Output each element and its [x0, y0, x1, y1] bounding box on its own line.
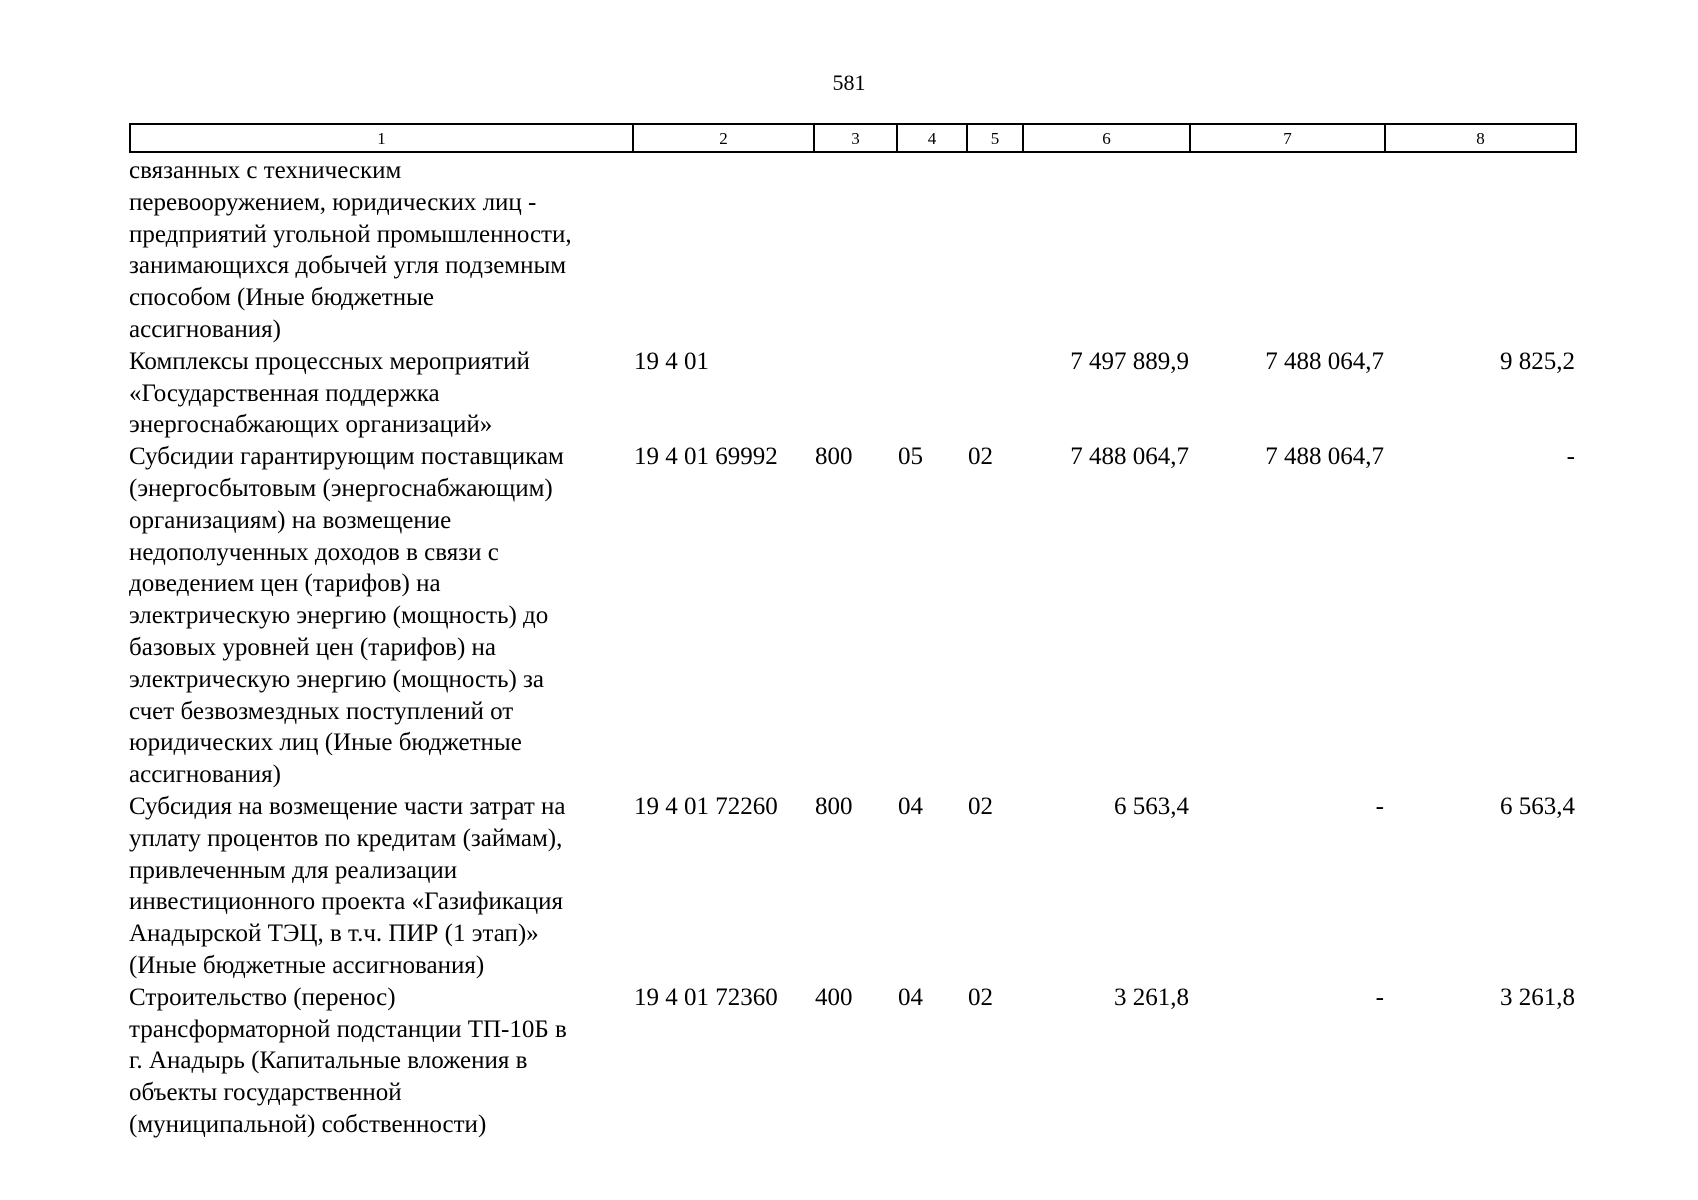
item-name-line: инвестиционного проекта «Газификация [129, 888, 563, 916]
item-name-line: Анадырской ТЭЦ, в т.ч. ПИР (1 этап)» [129, 920, 539, 948]
item-name-line: «Государственная поддержка [129, 379, 440, 407]
item-name-line: базовых уровней цен (тарифов) на [129, 633, 496, 661]
amount-col7-cell: 7 488 064,7 [1265, 443, 1384, 471]
header-cell: 2 [633, 124, 814, 152]
amount-col7-cell: - [1375, 983, 1384, 1011]
section-cell: 04 [898, 792, 923, 820]
expense-type-cell [813, 346, 896, 441]
item-name-line: юридических лиц (Иные бюджетные [129, 729, 522, 757]
section-cell: 05 [898, 443, 923, 471]
table-rows [129, 155, 1575, 1141]
program-code-cell: 19 4 01 72360 [634, 983, 778, 1011]
item-name-cell [129, 155, 632, 346]
item-name-line: доведением цен (тарифов) на [129, 570, 441, 598]
column-number-header [129, 123, 1577, 153]
section-cell: 04 [898, 983, 923, 1011]
amount-col8-cell: 6 563,4 [1500, 792, 1575, 820]
item-name-line: счет безвозмездных поступлений от [129, 697, 514, 725]
subsection-cell: 02 [968, 983, 993, 1011]
expense-type-cell: 800 [815, 443, 853, 471]
item-name-line: перевооружением, юридических лиц - [129, 188, 537, 216]
item-name-line: электрическую энергию (мощность) за [129, 665, 545, 693]
expense-type-cell: 400 [815, 983, 853, 1011]
item-name-line: недополученных доходов в связи с [129, 538, 499, 566]
section-cell [896, 155, 966, 346]
item-name-line: Субсидии гарантирующим поставщикам [129, 443, 564, 471]
amount-col8-cell: 9 825,2 [1500, 347, 1575, 375]
header-cell: 1 [130, 124, 633, 152]
program-code-cell: 19 4 01 [634, 347, 709, 375]
item-name-line: организациям) на возмещение [129, 506, 452, 534]
header-cell: 6 [1023, 124, 1190, 152]
amount-col7-cell: - [1375, 792, 1384, 820]
item-name-line: (муниципальной) собственности) [129, 1110, 487, 1138]
item-name-line: связанных с техническим [129, 157, 402, 184]
item-name-cell [129, 346, 632, 441]
item-name-line: Субсидия на возмещение части затрат на [129, 792, 566, 820]
item-name-cell [129, 982, 632, 1141]
program-code-cell: 19 4 01 72260 [634, 792, 778, 820]
item-name-line: ассигнования) [129, 315, 281, 343]
item-name-line: трансформаторной подстанции ТП-10Б в [129, 1015, 567, 1043]
subsection-cell: 02 [968, 792, 993, 820]
item-name-line: электрическую энергию (мощность) до [129, 602, 549, 630]
table-row [129, 791, 1575, 982]
amount-col8-cell: - [1566, 443, 1575, 471]
item-name-line: ассигнования) [129, 761, 281, 789]
item-name-line: (Иные бюджетные ассигнования) [129, 951, 485, 979]
header-cell: 7 [1190, 124, 1385, 152]
subsection-cell [966, 155, 1022, 346]
table-row [129, 346, 1575, 441]
item-name-line: предприятий угольной промышленности, [129, 220, 572, 248]
item-name-line: Строительство (перенос) [129, 983, 396, 1011]
header-cell: 4 [897, 124, 967, 152]
item-name-line: г. Анадырь (Капитальные вложения в [129, 1047, 528, 1075]
item-name-line: способом (Иные бюджетные [129, 284, 434, 312]
program-code-cell [632, 155, 813, 346]
item-name-line: привлеченным для реализации [129, 856, 458, 884]
amount-col7-cell: 7 488 064,7 [1265, 347, 1384, 375]
item-name-line: Комплексы процессных мероприятий [129, 347, 530, 375]
item-name-cell [129, 791, 632, 982]
budget-table-body [129, 155, 1575, 1141]
total-amount-cell: 6 563,4 [1114, 792, 1189, 820]
header-cell: 5 [967, 124, 1023, 152]
header-cell: 8 [1385, 124, 1576, 152]
header-cell: 3 [814, 124, 897, 152]
expense-type-cell: 800 [815, 792, 853, 820]
total-amount-cell: 3 261,8 [1114, 983, 1189, 1011]
amount-col8-cell: 3 261,8 [1500, 983, 1575, 1011]
header-row [130, 124, 1576, 152]
program-code-cell: 19 4 01 69992 [634, 443, 778, 471]
amount-col8-cell [1384, 155, 1575, 346]
total-amount-cell: 7 488 064,7 [1070, 443, 1189, 471]
item-name-line: энергоснабжающих организаций» [129, 411, 493, 439]
subsection-cell [966, 346, 1022, 441]
item-name-cell [129, 441, 632, 791]
section-cell [896, 346, 966, 441]
page-number: 581 [832, 70, 866, 95]
table-row [129, 982, 1575, 1141]
total-amount-cell: 7 497 889,9 [1070, 347, 1189, 375]
item-name-line: объекты государственной [129, 1079, 402, 1107]
total-amount-cell [1022, 155, 1189, 346]
item-name-line: (энергосбытовым (энергоснабжающим) [129, 474, 553, 502]
expense-type-cell [813, 155, 896, 346]
subsection-cell: 02 [968, 443, 993, 471]
item-name-line: занимающихся добычей угля подземным [129, 252, 567, 280]
table-row [129, 155, 1575, 346]
amount-col7-cell [1189, 155, 1384, 346]
item-name-line: уплату процентов по кредитам (займам), [129, 824, 563, 852]
table-row [129, 441, 1575, 791]
